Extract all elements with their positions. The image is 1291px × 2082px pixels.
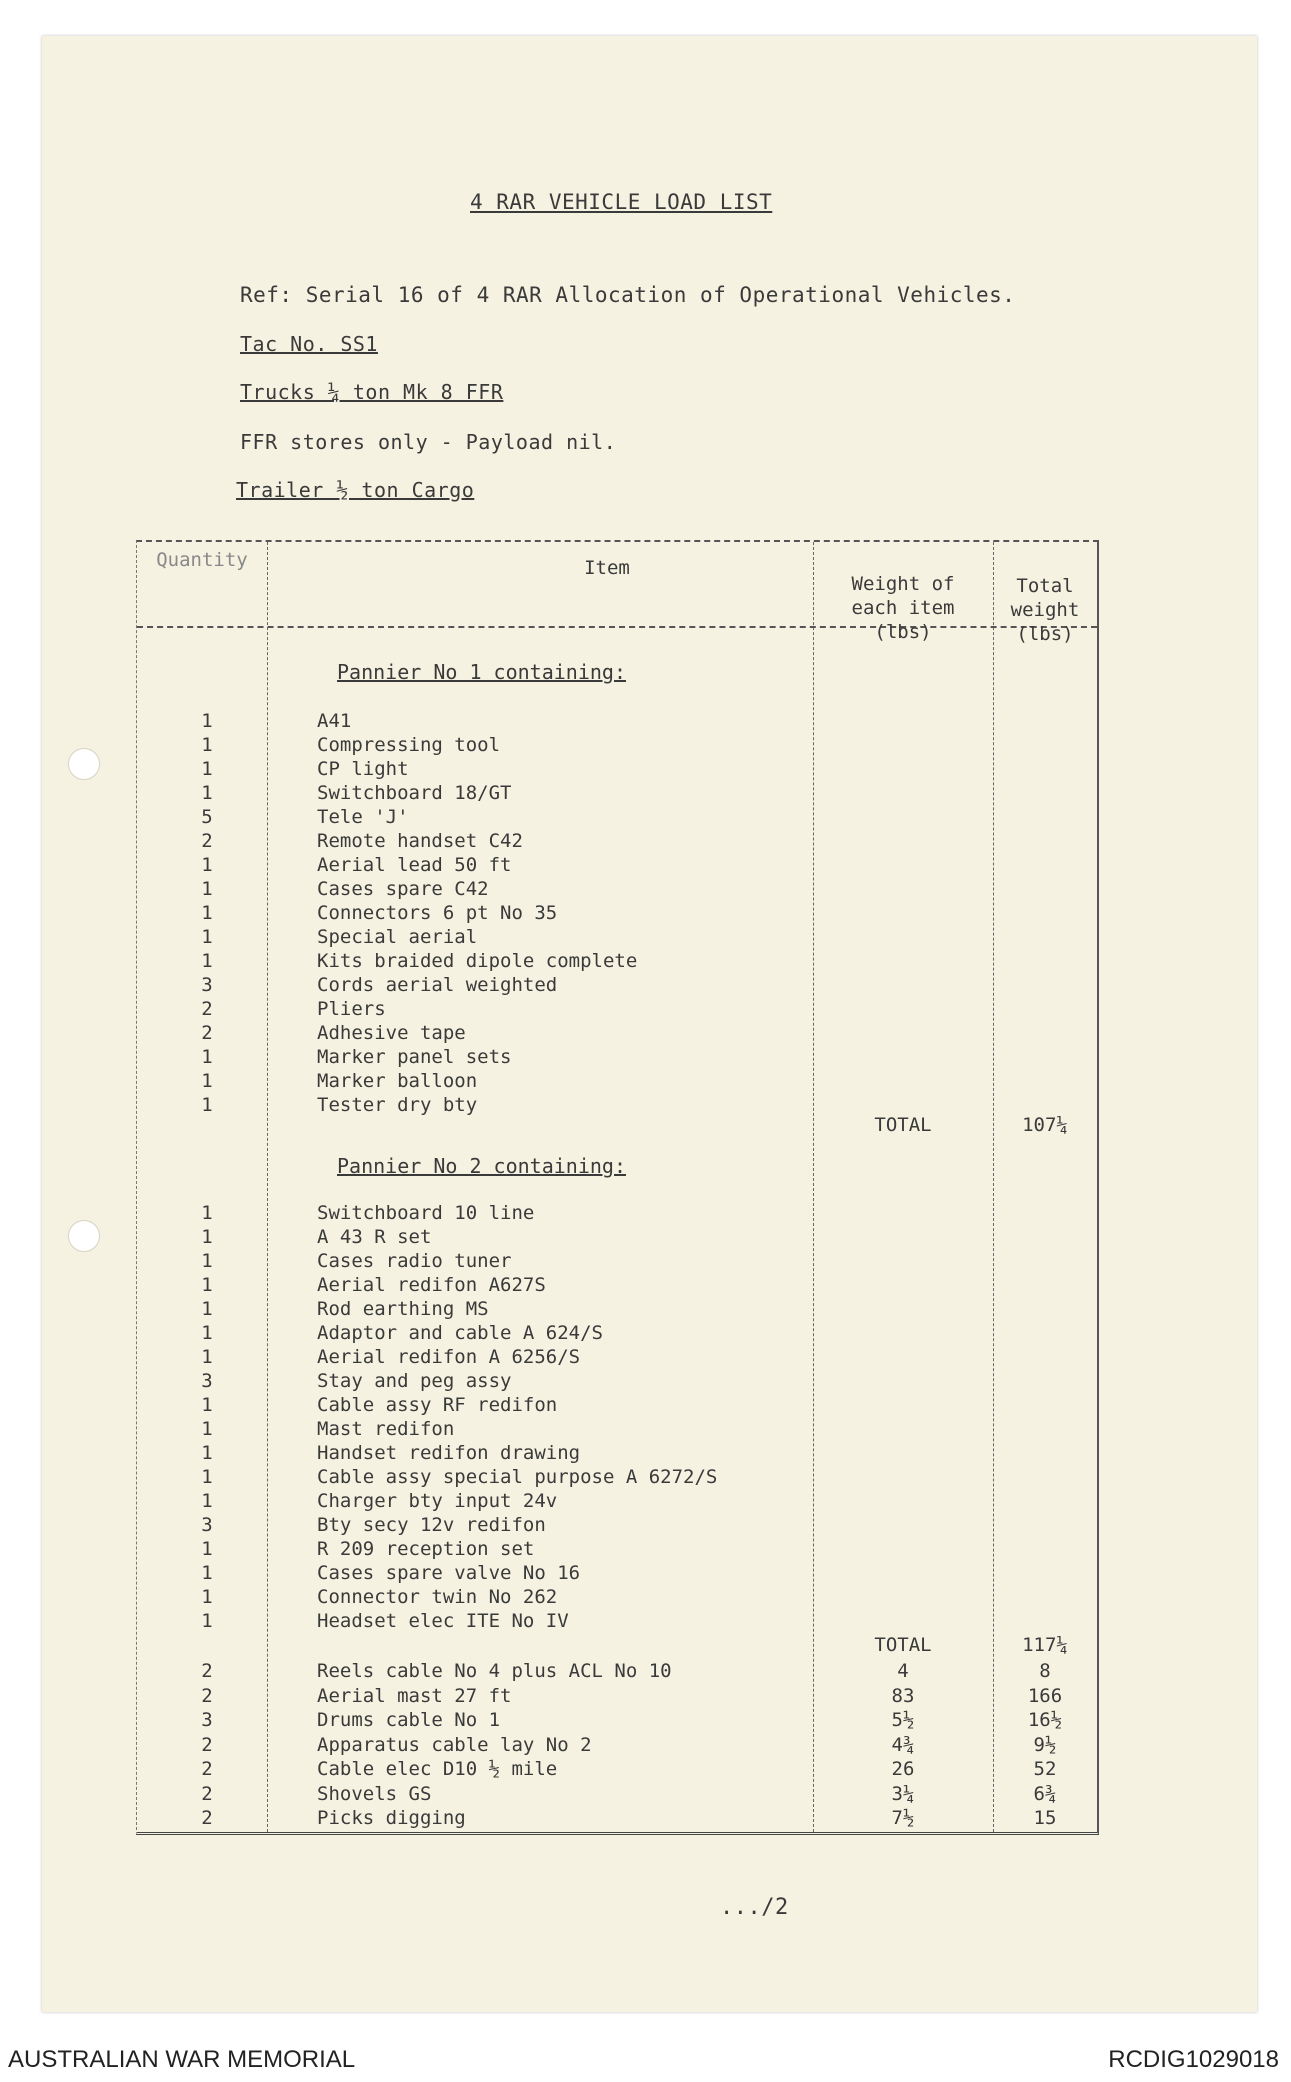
- row-item: Switchboard 18/GT: [317, 782, 512, 804]
- row-quantity: 1: [201, 1562, 213, 1584]
- table-row: [137, 758, 1097, 782]
- table-row: [137, 1070, 1097, 1094]
- row-item: A 43 R set: [317, 1226, 432, 1248]
- row-item: Aerial mast 27 ft: [317, 1684, 512, 1707]
- row-item: Cords aerial weighted: [317, 974, 558, 996]
- row-item: Adhesive tape: [317, 1022, 466, 1044]
- row-item: Drums cable No 1: [317, 1709, 501, 1731]
- row-quantity: 1: [201, 1394, 213, 1416]
- row-item: Marker balloon: [317, 1070, 478, 1092]
- row-item: Reels cable No 4 plus ACL No 10: [317, 1660, 672, 1682]
- row-quantity: 1: [201, 1490, 213, 1512]
- table-row: [137, 1202, 1097, 1226]
- row-item: Mast redifon: [317, 1418, 455, 1440]
- row-quantity: 2: [201, 1022, 213, 1044]
- row-quantity: 2: [201, 1807, 213, 1829]
- row-weight-each: 4¾: [891, 1733, 915, 1756]
- table-row: [137, 1226, 1097, 1250]
- header-item: Item: [584, 557, 630, 579]
- row-item: Cable assy special purpose A 6272/S: [317, 1466, 718, 1488]
- row-quantity: 2: [201, 830, 213, 852]
- pannier-1-total-value: 107¼: [1022, 1114, 1068, 1136]
- table-row: [137, 1250, 1097, 1274]
- row-item: Stay and peg assy: [317, 1370, 512, 1392]
- row-quantity: 1: [201, 1322, 213, 1344]
- pannier-1-heading: Pannier No 1 containing:: [337, 660, 626, 684]
- header-total-line-1: Total: [1016, 575, 1074, 597]
- header-total-line-2: weight: [1010, 599, 1080, 621]
- row-quantity: 1: [201, 1538, 213, 1560]
- row-item: Kits braided dipole complete: [317, 950, 638, 972]
- row-item: Cases spare valve No 16: [317, 1562, 581, 1584]
- row-weight-each: 7½: [891, 1807, 915, 1829]
- table-row: [137, 1562, 1097, 1586]
- row-weight-each: 5½: [891, 1709, 915, 1731]
- table-row: [137, 902, 1097, 926]
- table-row: [137, 1346, 1097, 1370]
- pannier-2-total-label: TOTAL: [874, 1634, 932, 1656]
- row-total-weight: 16½: [1027, 1709, 1063, 1731]
- pannier-2-heading: Pannier No 2 containing:: [337, 1154, 626, 1178]
- row-quantity: 1: [201, 902, 213, 924]
- row-total-weight: 8: [1039, 1660, 1051, 1682]
- table-row: [137, 1807, 1097, 1831]
- stores-note: FFR stores only - Payload nil.: [240, 430, 617, 454]
- row-item: R 209 reception set: [317, 1538, 535, 1560]
- header-weight-each: [813, 572, 993, 644]
- trailer-heading: Trailer ½ ton Cargo: [236, 478, 475, 502]
- row-quantity: 1: [201, 950, 213, 972]
- load-list-table: [136, 540, 1099, 1835]
- row-quantity: 1: [201, 1418, 213, 1440]
- row-item: Cases radio tuner: [317, 1250, 512, 1272]
- row-item: Headset elec ITE No IV: [317, 1610, 569, 1632]
- row-item: Connector twin No 262: [317, 1586, 558, 1608]
- table-row: [137, 806, 1097, 830]
- row-item: Rod earthing MS: [317, 1298, 489, 1320]
- table-row: [137, 854, 1097, 878]
- header-quantity: Quantity: [156, 549, 248, 571]
- row-quantity: 1: [201, 734, 213, 756]
- row-quantity: 1: [201, 1346, 213, 1368]
- pannier-2-total-value: 117¼: [1022, 1634, 1068, 1656]
- row-total-weight: 52: [1033, 1758, 1057, 1780]
- table-row: [137, 1022, 1097, 1046]
- row-quantity: 1: [201, 854, 213, 876]
- archive-footer: [0, 2040, 1291, 2082]
- table-row: [137, 830, 1097, 854]
- row-total-weight: 6¾: [1033, 1782, 1057, 1805]
- table-row: [137, 1660, 1097, 1684]
- row-item: Handset redifon drawing: [317, 1442, 581, 1464]
- row-total-weight: 166: [1027, 1684, 1063, 1707]
- row-quantity: 1: [201, 1298, 213, 1320]
- row-quantity: 1: [201, 1466, 213, 1488]
- row-item: Picks digging: [317, 1807, 466, 1829]
- row-quantity: 2: [201, 1758, 213, 1780]
- row-quantity: 1: [201, 1202, 213, 1224]
- table-row: [137, 1274, 1097, 1298]
- table-row: [137, 1046, 1097, 1070]
- row-item: Cable elec D10 ½ mile: [317, 1758, 558, 1780]
- table-row: [137, 1370, 1097, 1394]
- row-item: Pliers: [317, 998, 386, 1020]
- table-row: [137, 1538, 1097, 1562]
- row-quantity: 1: [201, 1226, 213, 1248]
- trucks-heading: Trucks ¼ ton Mk 8 FFR: [240, 380, 504, 404]
- row-item: Connectors 6 pt No 35: [317, 902, 558, 924]
- row-quantity: 1: [201, 1094, 213, 1116]
- row-item: Aerial lead 50 ft: [317, 854, 512, 876]
- row-item: Adaptor and cable A 624/S: [317, 1322, 603, 1344]
- table-row: [137, 1466, 1097, 1490]
- table-row: [137, 878, 1097, 902]
- row-weight-each: 3¼: [891, 1782, 915, 1805]
- row-quantity: 3: [201, 1709, 213, 1731]
- row-item: Cable assy RF redifon: [317, 1394, 558, 1416]
- table-row: [137, 1734, 1097, 1758]
- table-row: [137, 710, 1097, 734]
- table-row: [137, 1610, 1097, 1634]
- footer-institution: AUSTRALIAN WAR MEMORIAL: [8, 2046, 356, 2073]
- table-row: [137, 1394, 1097, 1418]
- row-item: Charger bty input 24v: [317, 1490, 558, 1512]
- row-quantity: 1: [201, 758, 213, 780]
- table-row: [137, 1685, 1097, 1709]
- pannier-1-total-label: TOTAL: [874, 1114, 932, 1136]
- row-item: Aerial redifon A 6256/S: [317, 1346, 581, 1368]
- table-row: [137, 926, 1097, 950]
- row-item: A41: [317, 710, 352, 732]
- table-row: [137, 1442, 1097, 1466]
- row-quantity: 3: [201, 974, 213, 996]
- pannier-2-total-row: [137, 1634, 1097, 1658]
- table-row: [137, 1418, 1097, 1442]
- row-quantity: 1: [201, 710, 213, 732]
- header-total-weight: [993, 574, 1097, 646]
- table-row: [137, 734, 1097, 758]
- row-item: Shovels GS: [317, 1782, 432, 1805]
- row-quantity: 1: [201, 782, 213, 804]
- page-number: .../2: [720, 1895, 789, 1920]
- row-total-weight: 15: [1033, 1807, 1057, 1829]
- punch-hole-bottom: [68, 1220, 100, 1252]
- row-quantity: 2: [201, 1684, 213, 1707]
- row-total-weight: 9½: [1033, 1733, 1057, 1756]
- row-quantity: 1: [201, 1250, 213, 1272]
- table-row: [137, 950, 1097, 974]
- row-item: Tele 'J': [317, 806, 409, 828]
- row-quantity: 2: [201, 1782, 213, 1805]
- reference-line: Ref: Serial 16 of 4 RAR Allocation of Operational Vehicles.: [240, 283, 1016, 307]
- table-row: [137, 1783, 1097, 1807]
- row-item: Marker panel sets: [317, 1046, 512, 1068]
- row-quantity: 1: [201, 1586, 213, 1608]
- row-quantity: 2: [201, 1733, 213, 1756]
- row-item: Tester dry bty: [317, 1094, 478, 1116]
- row-item: Bty secy 12v redifon: [317, 1514, 546, 1536]
- punch-hole-top: [68, 748, 100, 780]
- row-quantity: 1: [201, 1070, 213, 1092]
- row-quantity: 2: [201, 1660, 213, 1682]
- row-quantity: 3: [201, 1514, 213, 1536]
- table-row: [137, 1322, 1097, 1346]
- row-weight-each: 26: [891, 1758, 915, 1780]
- row-item: Cases spare C42: [317, 878, 489, 900]
- row-quantity: 1: [201, 1046, 213, 1068]
- row-item: Special aerial: [317, 926, 478, 948]
- row-quantity: 1: [201, 1610, 213, 1632]
- row-item: Compressing tool: [317, 734, 501, 756]
- row-item: Remote handset C42: [317, 830, 523, 852]
- pannier-1-total-row: [137, 1114, 1097, 1138]
- table-row: [137, 1490, 1097, 1514]
- row-quantity: 1: [201, 878, 213, 900]
- header-weight-line-1: Weight of: [851, 573, 955, 595]
- row-item: Apparatus cable lay No 2: [317, 1733, 592, 1756]
- row-quantity: 3: [201, 1370, 213, 1392]
- row-item: Switchboard 10 line: [317, 1202, 535, 1224]
- row-quantity: 1: [201, 926, 213, 948]
- row-item: CP light: [317, 758, 409, 780]
- row-weight-each: 83: [891, 1684, 915, 1707]
- row-quantity: 5: [201, 806, 213, 828]
- table-row: [137, 1586, 1097, 1610]
- row-quantity: 2: [201, 998, 213, 1020]
- table-row: [137, 998, 1097, 1022]
- row-item: Aerial redifon A627S: [317, 1274, 546, 1296]
- header-weight-line-3: (lbs): [874, 621, 932, 643]
- row-quantity: 1: [201, 1442, 213, 1464]
- row-weight-each: 4: [897, 1660, 909, 1682]
- table-row: [137, 1758, 1097, 1782]
- document-title: 4 RAR VEHICLE LOAD LIST: [470, 190, 773, 214]
- table-row: [137, 1298, 1097, 1322]
- table-row: [137, 782, 1097, 806]
- row-quantity: 1: [201, 1274, 213, 1296]
- table-row: [137, 1514, 1097, 1538]
- header-weight-line-2: each item: [851, 597, 955, 619]
- table-row: [137, 1709, 1097, 1733]
- tac-number: Tac No. SS1: [240, 332, 378, 356]
- table-row: [137, 974, 1097, 998]
- footer-identifier: RCDIG1029018: [1108, 2046, 1279, 2073]
- header-total-line-3: (lbs): [1016, 623, 1074, 645]
